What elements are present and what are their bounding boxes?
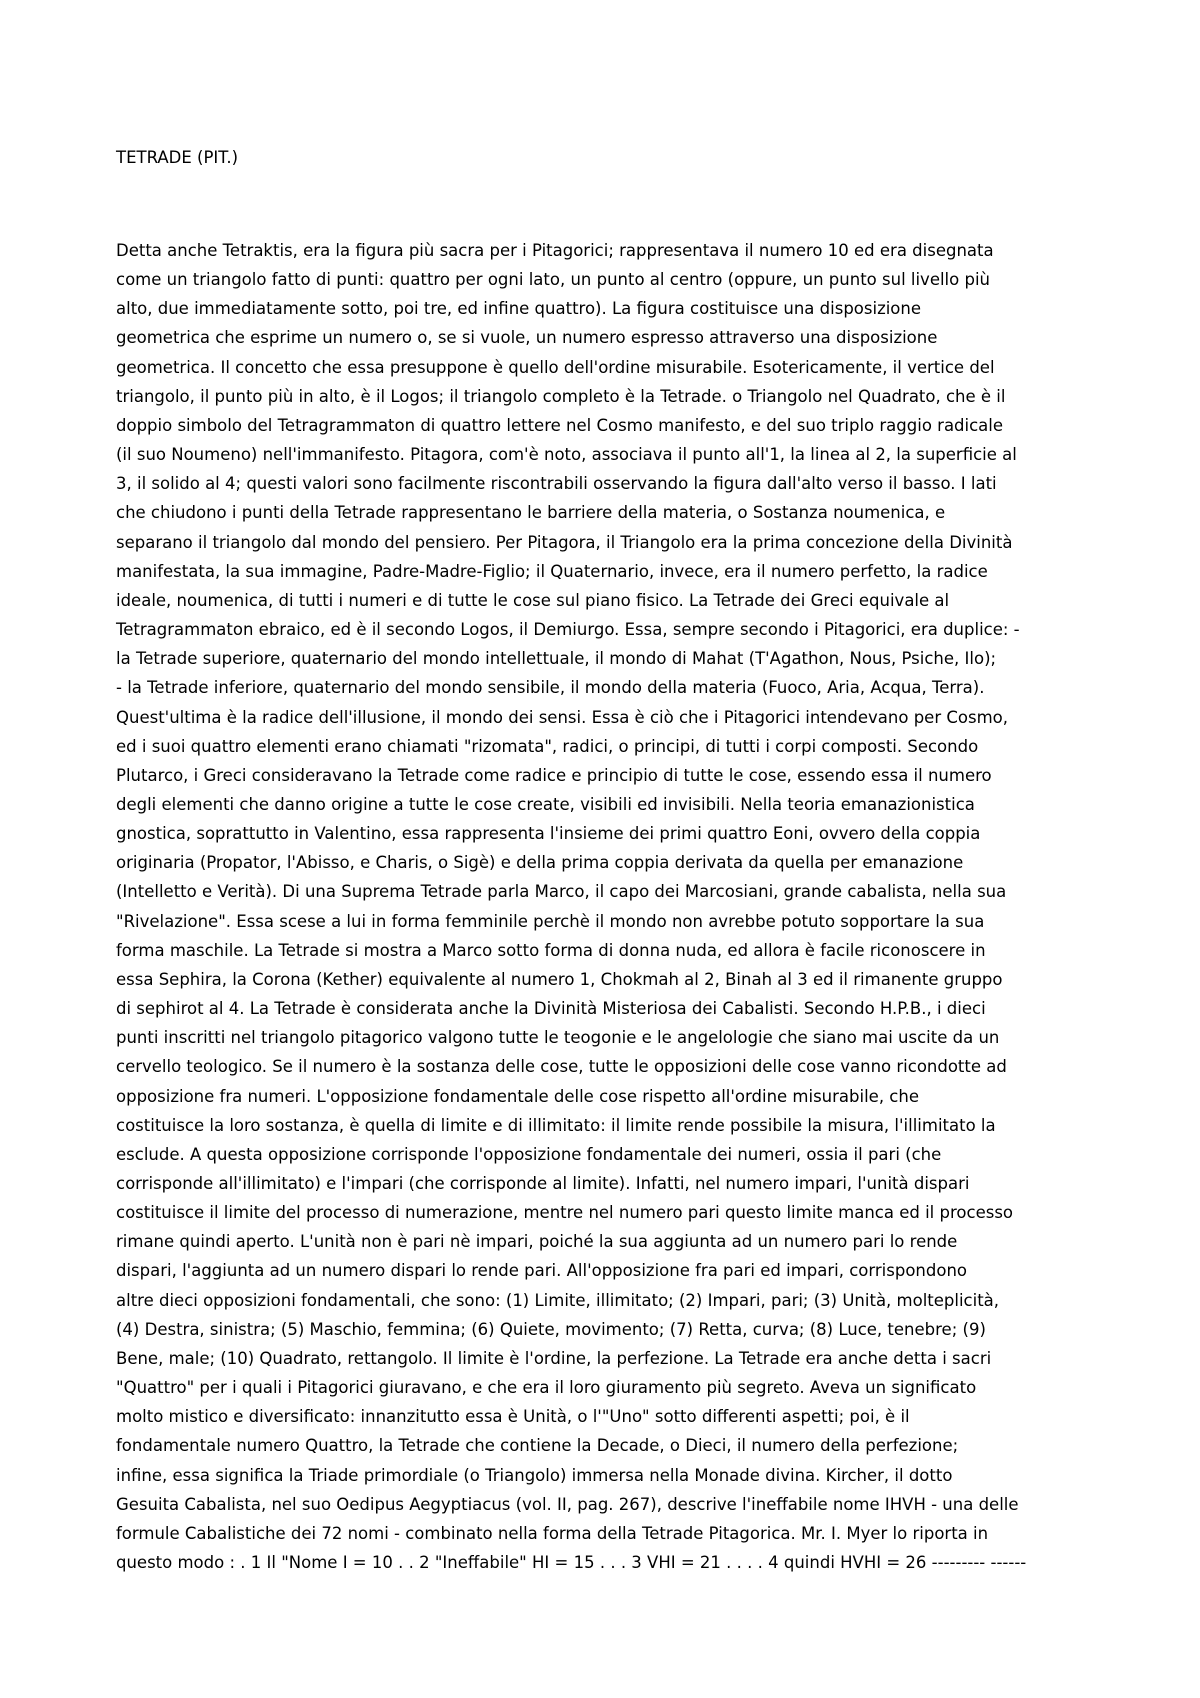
body-text-line: esclude. A questa opposizione corrisponde l'opposizione fondamentale dei numeri, ossia il pari (che: [116, 1144, 942, 1164]
body-text-line: punti inscritti nel triangolo pitagorico valgono tutte le teogonie e le angelologie che siano mai uscite da un: [116, 1028, 1000, 1048]
body-text-line: rimane quindi aperto. L'unità non è pari nè impari, poiché la sua aggiunta ad un numero pari lo rende: [116, 1232, 958, 1252]
document-body: [116, 236, 1106, 1577]
body-text-line: originaria (Propator, l'Abisso, e Charis, o Sigè) e della prima coppia derivata da quella per emanazione: [116, 853, 964, 873]
body-text-line: (4) Destra, sinistra; (5) Maschio, femmina; (6) Quiete, movimento; (7) Retta, curva; (8) Luce, tenebre; (9): [116, 1319, 986, 1339]
body-text-line: doppio simbolo del Tetragrammaton di quattro lettere nel Cosmo manifesto, e del suo triplo raggio radicale: [116, 415, 1004, 435]
body-text-line: Bene, male; (10) Quadrato, rettangolo. Il limite è l'ordine, la perfezione. La Tetrade era anche detta i sacri: [116, 1348, 992, 1368]
body-text-line: questo modo : . 1 Il "Nome I = 10 . . 2 "Ineffabile" HI = 15 . . . 3 VHI = 21 . . . . 4 quindi HVHI = 26 --------- ------: [116, 1553, 1027, 1573]
body-text-line: Quest'ultima è la radice dell'illusione, il mondo dei sensi. Essa è ciò che i Pitagorici intendevano per Cosmo,: [116, 707, 1008, 727]
body-text-line: "Rivelazione". Essa scese a lui in forma femminile perchè il mondo non avrebbe potuto sopportare la sua: [116, 911, 985, 931]
body-text-line: degli elementi che danno origine a tutte le cose create, visibili ed invisibili. Nella teoria emanazionistica: [116, 794, 975, 814]
body-text-line: gnostica, soprattutto in Valentino, essa rappresenta l'insieme dei primi quattro Eoni, ovvero della coppia: [116, 824, 981, 844]
body-text-line: formule Cabalistiche dei 72 nomi - combinato nella forma della Tetrade Pitagorica. Mr. I. Myer lo riporta in: [116, 1523, 989, 1543]
body-text-line: Tetragrammaton ebraico, ed è il secondo Logos, il Demiurgo. Essa, sempre secondo i Pitagorici, era duplice: -: [116, 620, 1020, 640]
body-text-line: 3, il solido al 4; questi valori sono facilmente riscontrabili osservando la figura dall'alto verso il basso. I lati: [116, 474, 997, 494]
body-text-line: corrisponde all'illimitato) e l'impari (che corrisponde al limite). Infatti, nel numero impari, l'unità dispari: [116, 1174, 970, 1193]
document-title: TETRADE (PIT.): [116, 148, 239, 167]
body-text-line: forma maschile. La Tetrade si mostra a Marco sotto forma di donna nuda, ed allora è facile riconoscere in: [116, 940, 986, 960]
body-text-line: la Tetrade superiore, quaternario del mondo intellettuale, il mondo di Mahat (T'Agathon, Nous, Psiche, Ilo);: [116, 649, 997, 669]
body-text-line: separano il triangolo dal mondo del pensiero. Per Pitagora, il Triangolo era la prima concezione della Divinità: [116, 532, 1013, 552]
body-text-line: che chiudono i punti della Tetrade rappresentano le barriere della materia, o Sostanza noumenica, e: [116, 503, 946, 523]
body-text-line: infine, essa significa la Triade primordiale (o Triangolo) immersa nella Monade divina. Kircher, il dotto: [116, 1465, 953, 1485]
body-text-line: triangolo, il punto più in alto, è il Logos; il triangolo completo è la Tetrade. o Triangolo nel Quadrato, che è il: [116, 386, 1006, 406]
body-text-line: geometrica. Il concetto che essa presuppone è quello dell'ordine misurabile. Esotericamente, il vertice del: [116, 357, 995, 377]
body-text-line: di sephirot al 4. La Tetrade è considerata anche la Divinità Misteriosa dei Cabalisti. Secondo H.P.B., i dieci: [116, 999, 986, 1019]
body-text-line: come un triangolo fatto di punti: quattro per ogni lato, un punto al centro (oppure, un punto sul livello più: [116, 270, 991, 290]
body-text-line: altre dieci opposizioni fondamentali, che sono: (1) Limite, illimitato; (2) Impari, pari; (3) Unità, molteplicità,: [116, 1290, 1000, 1310]
body-text-line: Plutarco, i Greci consideravano la Tetrade come radice e principio di tutte le cose, essendo essa il numero: [116, 765, 992, 785]
body-text-line: cervello teologico. Se il numero è la sostanza delle cose, tutte le opposizioni delle cose vanno ricondotte ad: [116, 1057, 1007, 1077]
body-text-line: Detta anche Tetraktis, era la figura più sacra per i Pitagorici; rappresentava il numero 10 ed era disegnata: [116, 241, 994, 260]
body-text-line: Gesuita Cabalista, nel suo Oedipus Aegyptiacus (vol. II, pag. 267), descrive l'ineffabile nome IHVH - una delle: [116, 1494, 1019, 1514]
body-text-line: (Intelletto e Verità). Di una Suprema Tetrade parla Marco, il capo dei Marcosiani, grande cabalista, nella sua: [116, 882, 1007, 902]
body-text-line: dispari, l'aggiunta ad un numero dispari lo rende pari. All'opposizione fra pari ed impari, corrispondono: [116, 1261, 967, 1281]
body-text-line: essa Sephira, la Corona (Kether) equivalente al numero 1, Chokmah al 2, Binah al 3 ed il rimanente gruppo: [116, 969, 1003, 989]
body-text-line: fondamentale numero Quattro, la Tetrade che contiene la Decade, o Dieci, il numero della perfezione;: [116, 1436, 959, 1456]
body-text-line: alto, due immediatamente sotto, poi tre, ed infine quattro). La figura costituisce una disposizione: [116, 299, 922, 319]
body-text-line: (il suo Noumeno) nell'immanifesto. Pitagora, com'è noto, associava il punto all'1, la linea al 2, la superficie al: [116, 445, 1017, 465]
body-text-line: opposizione fra numeri. L'opposizione fondamentale delle cose rispetto all'ordine misurabile, che: [116, 1086, 919, 1106]
body-text-line: molto mistico e diversificato: innanzitutto essa è Unità, o l'"Uno" sotto differenti aspetti; poi, è il: [116, 1407, 910, 1427]
body-text-line: - la Tetrade inferiore, quaternario del mondo sensibile, il mondo della materia (Fuoco, Aria, Acqua, Terra).: [116, 678, 985, 698]
body-text-line: ideale, noumenica, di tutti i numeri e di tutte le cose sul piano fisico. La Tetrade dei Greci equivale al: [116, 590, 950, 610]
body-text-line: manifestata, la sua immagine, Padre-Madre-Figlio; il Quaternario, invece, era il numero perfetto, la radice: [116, 561, 988, 581]
body-text-line: ed i suoi quattro elementi erano chiamati "rizomata", radici, o principi, di tutti i corpi composti. Secondo: [116, 736, 979, 756]
body-text-line: "Quattro" per i quali i Pitagorici giuravano, e che era il loro giuramento più segreto. Aveva un significato: [116, 1378, 977, 1398]
body-text-line: costituisce il limite del processo di numerazione, mentre nel numero pari questo limite manca ed il processo: [116, 1203, 1014, 1223]
body-text-line: costituisce la loro sostanza, è quella di limite e di illimitato: il limite rende possibile la misura, l'illimitato la: [116, 1115, 996, 1135]
body-text-line: geometrica che esprime un numero o, se si vuole, un numero espresso attraverso una disposizione: [116, 328, 938, 348]
